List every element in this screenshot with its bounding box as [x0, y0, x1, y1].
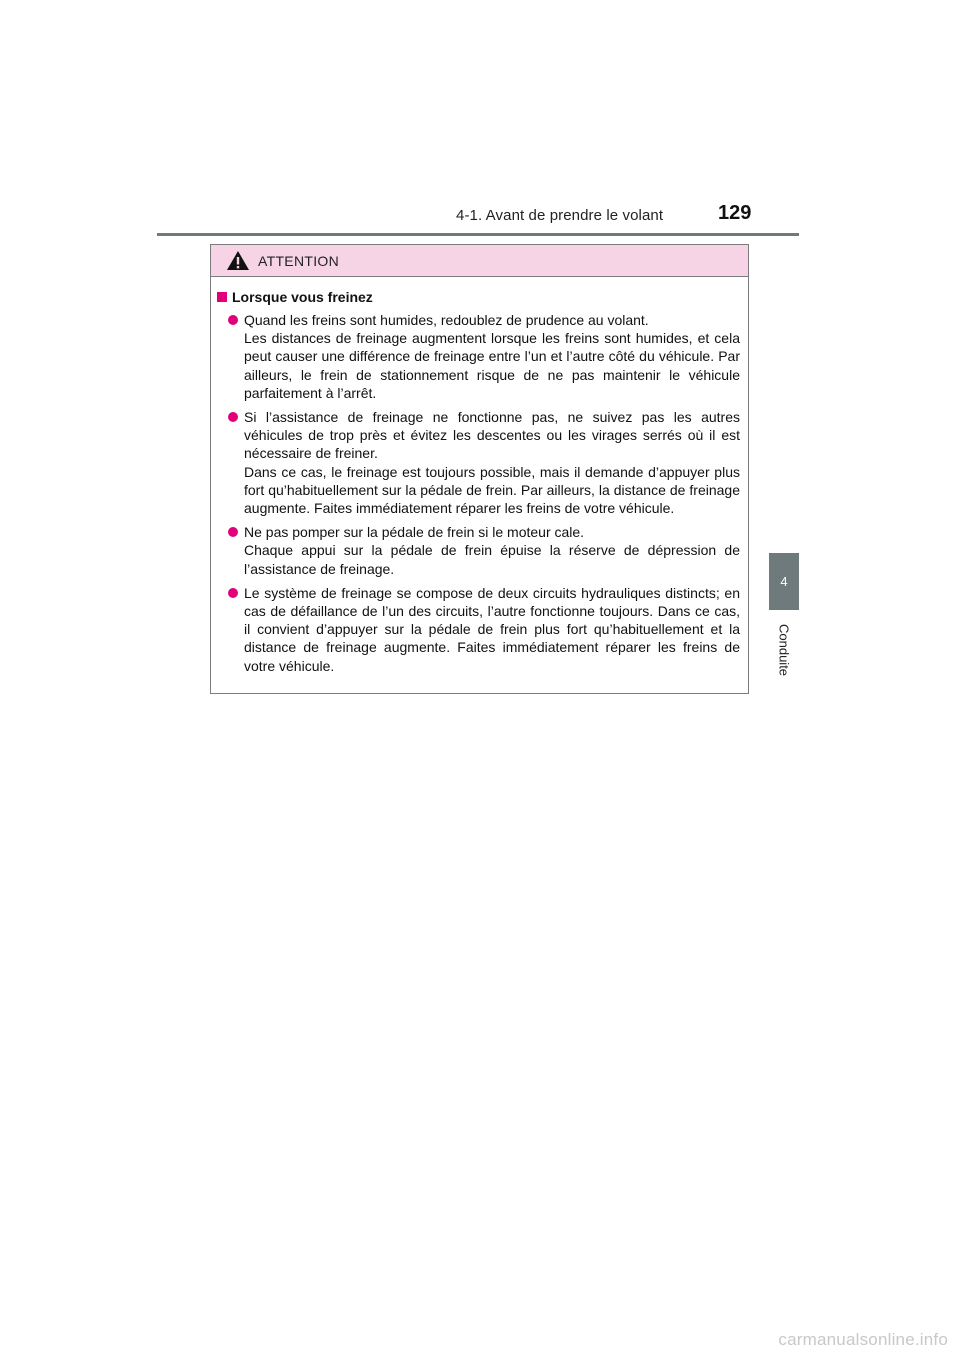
list-item-text [244, 408, 740, 517]
circle-bullet-icon [228, 412, 238, 422]
section-title: 4-1. Avant de prendre le volant [456, 207, 664, 224]
chapter-tab[interactable]: 4 [769, 553, 799, 610]
warning-header [211, 245, 748, 277]
list-item-line: Ne pas pomper sur la pédale de frein si le moteur cale. [244, 524, 585, 541]
list-item [217, 584, 740, 675]
list-item-text [244, 523, 740, 578]
list-item-line: Dans ce cas, le freinage est toujours possible, mais il demande d’appuyer plus fort qu’habituellement sur la pédale de frein. Par ailleurs, la distance de freinage augmente. Faites immédiatement réparer les freins de votre véhicule. [244, 463, 740, 517]
square-bullet-icon [217, 292, 227, 302]
list-item-line: Les distances de freinage augmentent lorsque les freins sont humides, et cela peut causer une différence de freinage entre l’un et l’autre côté du véhicule. Par ailleurs, le frein de stationnement risque de ne pas maintenir le véhicule parfaitement à l’arrêt. [244, 330, 740, 401]
chapter-label: Conduite [776, 623, 792, 677]
header-divider [157, 233, 799, 236]
list-item-line: Chaque appui sur la pédale de frein épuise la réserve de dépression de l’assistance de freinage. [244, 542, 740, 577]
section-heading [217, 289, 740, 305]
list-item-line: Le système de freinage se compose de deux circuits hydrauliques distincts; en cas de défaillance de l’un des circuits, l’autre fonctionne toujours. Dans ce cas, il convient d’appuyer sur la pédale de frein plus fort qu’habituellement et la distance de freinage augmente. Faites immédiatement réparer les freins de votre véhicule. [244, 584, 740, 674]
warning-title: ATTENTION [258, 252, 339, 269]
list-item-line: Si l’assistance de freinage ne fonctionne pas, ne suivez pas les autres véhicules de trop près et évitez les descentes ou les virages serrés où il est nécessaire de freiner. [244, 409, 740, 462]
warning-triangle-icon [226, 250, 250, 271]
page-number: 129 [718, 202, 752, 224]
circle-bullet-icon [228, 315, 238, 325]
section-heading-text: Lorsque vous freinez [232, 289, 373, 305]
circle-bullet-icon [228, 527, 238, 537]
list-item-text [244, 584, 740, 675]
list-item [217, 523, 740, 578]
warning-body [211, 277, 748, 675]
list-item [217, 408, 740, 517]
circle-bullet-icon [228, 588, 238, 598]
warning-box [210, 244, 749, 694]
list-item-line: Quand les freins sont humides, redoublez de prudence au volant. [244, 312, 649, 328]
list-item [217, 311, 740, 402]
list-item-text [244, 311, 740, 402]
watermark: carmanualsonline.info [778, 1330, 948, 1349]
